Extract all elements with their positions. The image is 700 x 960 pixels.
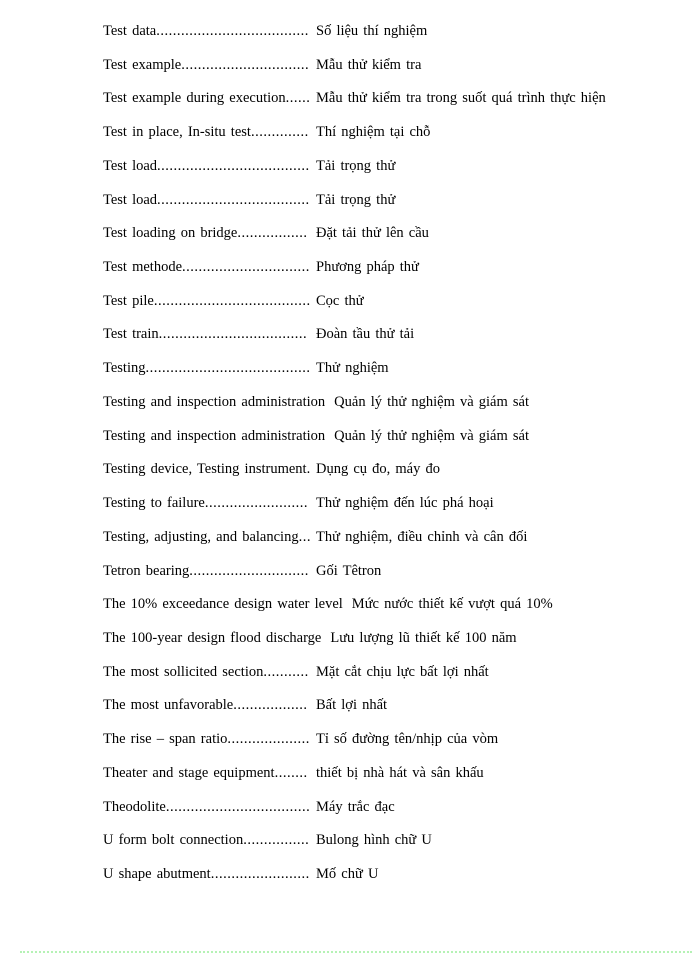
glossary-row [103,521,692,555]
glossary-row [103,184,692,218]
translation-text: Tỉ số đường tên/nhịp của vòm [316,731,499,748]
translation-text: Phương pháp thử [316,259,419,276]
translation-text: Quản lý thử nghiệm và giám sát [334,427,530,444]
leader-dots: .................... [227,731,310,748]
term-text: Test load [103,157,158,174]
term-text: Test example during execution [103,90,286,107]
translation-text: Bulong hình chữ U [316,832,432,849]
term-column [103,791,311,825]
term-column [103,217,311,251]
leader-dots: ........ [274,764,308,781]
translation-text: Thí nghiệm tại chỗ [316,124,431,141]
translation-text: Số liệu thí nghiệm [316,23,428,39]
leader-dots: ................ [243,832,310,849]
term-text: The most unfavorable [103,697,234,714]
term-column [103,824,311,858]
glossary-row [103,352,692,386]
translation-text: Mặt cắt chịu lực bất lợi nhất [316,663,489,680]
glossary-row [103,386,692,420]
term-text: The most sollicited section [103,663,264,680]
leader-dots: . [306,461,311,478]
glossary-row [103,251,692,285]
term-column [103,184,311,218]
leader-dots: ............................... [182,259,310,276]
term-text: The 100-year design flood discharge [103,629,322,646]
translation-text: Thử nghiệm, điều chỉnh và cân đối [316,528,528,545]
term-text: Theodolite [103,798,166,815]
leader-dots: ................................... [165,798,311,815]
leader-dots: ..................................... [156,23,309,39]
document-page [103,15,692,892]
term-column [103,82,311,116]
term-column [103,420,329,454]
term-column [103,116,311,150]
translation-text: Tải trọng thử [316,157,396,174]
term-column [103,622,325,656]
term-column [103,757,311,791]
leader-dots: ......................... [204,495,308,512]
glossary-row [103,757,692,791]
translation-text: Bất lợi nhất [316,697,388,714]
leader-dots: ..................................... [157,157,310,174]
translation-text: thiết bị nhà hát và sân khấu [316,764,484,781]
term-column [103,487,311,521]
glossary-row [103,49,692,83]
term-column [103,858,311,892]
term-column [103,453,311,487]
term-text: The 10% exceedance design water level [103,596,343,613]
glossary-list [103,15,692,892]
glossary-row [103,588,692,622]
term-column [103,588,347,622]
leader-dots: ........... [263,663,309,680]
translation-text: Thử nghiệm [316,360,389,377]
translation-text: Đoàn tầu thử tải [316,326,415,343]
term-column [103,656,311,690]
leader-dots: ... [298,528,311,545]
term-column [103,285,311,319]
translation-text: Quản lý thử nghiệm và giám sát [334,393,530,410]
leader-dots: .................................... [158,326,308,343]
term-text: Test methode [103,259,183,276]
glossary-row [103,420,692,454]
translation-text: Dụng cụ đo, máy đo [316,461,440,478]
term-text: Test load [103,191,158,208]
leader-dots: ........................................ [145,360,311,377]
glossary-row [103,622,692,656]
glossary-row [103,487,692,521]
term-text: U form bolt connection [103,832,244,849]
glossary-row [103,723,692,757]
glossary-row [103,689,692,723]
translation-text: Mẫu thử kiểm tra trong suốt quá trình thực hiện [316,90,606,107]
term-text: Test pile [103,292,154,309]
translation-text: Thử nghiệm đến lúc phá hoại [316,495,494,512]
glossary-row [103,82,692,116]
term-column [103,318,311,352]
leader-dots: ...... [285,90,311,107]
glossary-row [103,116,692,150]
term-column [103,555,311,589]
leader-dots: .............. [250,124,309,141]
term-text: Test data [103,23,157,39]
term-column [103,49,311,83]
translation-text: Gối Têtron [316,562,382,579]
term-text: Tetron bearing [103,562,190,579]
page-bottom-dotted-rule [20,951,692,953]
translation-text: Cọc thử [316,292,364,309]
glossary-row [103,656,692,690]
glossary-row [103,15,692,49]
glossary-row [103,318,692,352]
translation-text: Lưu lượng lũ thiết kế 100 năm [330,629,517,646]
leader-dots: ............................... [181,56,310,73]
term-text: Testing and inspection administration [103,427,326,444]
glossary-row [103,858,692,892]
term-text: Test loading on bridge [103,225,238,242]
translation-text: Mố chữ U [316,865,379,882]
leader-dots: ................. [237,225,308,242]
term-column [103,15,311,49]
glossary-row [103,150,692,184]
term-text: The rise – span ratio [103,731,228,748]
leader-dots: ...................................... [153,292,311,309]
glossary-row [103,555,692,589]
term-column [103,689,311,723]
glossary-row [103,285,692,319]
leader-dots: ........................ [210,865,310,882]
term-text: Testing [103,360,146,377]
term-column [103,251,311,285]
glossary-row [103,791,692,825]
translation-text: Đặt tải thử lên cầu [316,225,429,242]
term-column [103,521,311,555]
leader-dots: .................. [233,697,308,714]
term-text: Theater and stage equipment [103,764,275,781]
leader-dots: ..................................... [157,191,310,208]
term-text: Testing, adjusting, and balancing [103,528,299,545]
translation-text: Tải trọng thử [316,191,396,208]
term-text: Testing and inspection administration [103,393,326,410]
term-text: Testing device, Testing instrument [103,461,307,478]
leader-dots: ............................. [189,562,309,579]
term-text: Test example [103,56,182,73]
translation-text: Mẫu thử kiểm tra [316,56,422,73]
term-column [103,352,311,386]
term-column [103,386,329,420]
glossary-row [103,217,692,251]
term-text: U shape abutment [103,865,211,882]
glossary-row [103,453,692,487]
translation-text: Máy trắc đạc [316,798,395,815]
term-text: Test in place, In-situ test [103,124,251,141]
term-text: Test train [103,326,159,343]
term-column [103,723,311,757]
translation-text: Mức nước thiết kế vượt quá 10% [351,596,553,613]
term-text: Testing to failure [103,495,205,512]
glossary-row [103,824,692,858]
term-column [103,150,311,184]
